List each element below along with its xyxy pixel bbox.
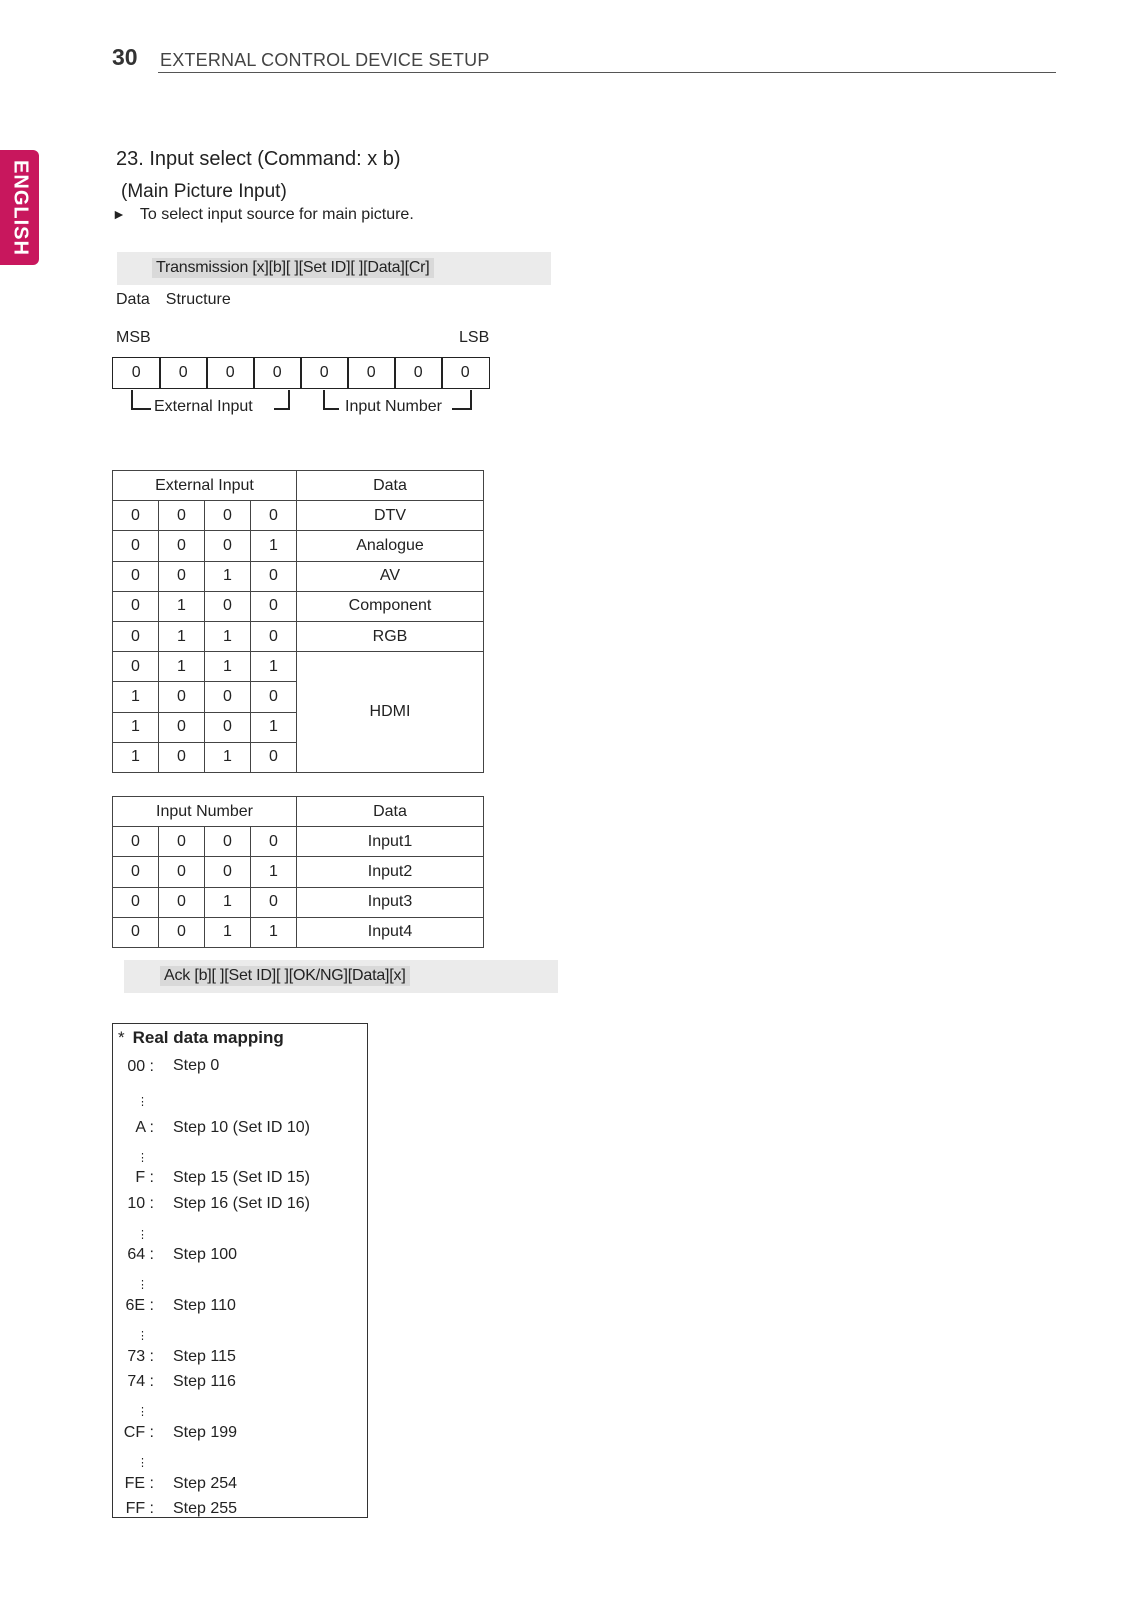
table-cell: 1 — [113, 742, 159, 772]
table-cell: 0 — [113, 887, 159, 917]
bit-cell: 0 — [159, 357, 208, 389]
table-header-cell: Data — [297, 797, 484, 827]
table-cell: 0 — [159, 531, 205, 561]
table-cell: 0 — [205, 531, 251, 561]
table-cell: 1 — [251, 712, 297, 742]
bit-field-row — [112, 357, 490, 389]
bit-cell: 0 — [347, 357, 396, 389]
structure-word: Structure — [165, 291, 231, 308]
table-header-row — [113, 471, 484, 501]
external-input-table — [112, 470, 484, 773]
table-cell: 0 — [113, 591, 159, 621]
table-cell: 0 — [205, 501, 251, 531]
input-number-table — [112, 796, 484, 948]
bit-cell: 0 — [253, 357, 302, 389]
table-header-cell: External Input — [113, 471, 297, 501]
table-row — [113, 501, 484, 531]
table-cell: 0 — [113, 917, 159, 947]
table-row — [113, 827, 484, 857]
table-cell: 0 — [113, 561, 159, 591]
mapping-title — [118, 1028, 284, 1048]
mapping-value: Step 115 — [173, 1348, 236, 1365]
bullet-triangle-icon: ► — [112, 206, 126, 222]
header-divider — [158, 72, 1056, 73]
table-cell: 1 — [205, 561, 251, 591]
table-cell: 1 — [251, 531, 297, 561]
mapping-key: F : — [135, 1169, 154, 1186]
mapping-key: FE : — [124, 1475, 154, 1492]
table-cell: Input4 — [297, 917, 484, 947]
table-cell: 1 — [205, 887, 251, 917]
table-cell: 0 — [205, 827, 251, 857]
table-cell: 1 — [251, 917, 297, 947]
data-word: Data — [116, 291, 150, 308]
table-cell: 1 — [113, 682, 159, 712]
table-header-cell: Data — [297, 471, 484, 501]
vertical-ellipsis-icon: ⋮ — [137, 1096, 148, 1108]
table-header-cell: Input Number — [113, 797, 297, 827]
mapping-value: Step 0 — [173, 1057, 220, 1074]
table-cell: DTV — [297, 501, 484, 531]
mapping-value: Step 15 (Set ID 15) — [173, 1169, 310, 1186]
table-cell: 1 — [251, 857, 297, 887]
table-cell: 1 — [159, 621, 205, 651]
table-cell: 0 — [113, 621, 159, 651]
table-cell: 1 — [251, 652, 297, 682]
mapping-key: FF : — [125, 1500, 154, 1517]
mapping-value: Step 16 (Set ID 16) — [173, 1195, 310, 1212]
external-input-bracket-left — [131, 390, 151, 410]
table-cell: 0 — [159, 887, 205, 917]
asterisk-icon: * — [118, 1028, 125, 1047]
input-number-group-label: Input Number — [345, 398, 442, 415]
language-side-tab — [0, 150, 39, 265]
table-cell: 0 — [159, 561, 205, 591]
ack-format: Ack [b][ ][Set ID][ ][OK/NG][Data][x] — [160, 966, 410, 986]
language-tab-label: ENGLISH — [9, 159, 31, 256]
table-cell: 1 — [205, 742, 251, 772]
data-structure-label — [116, 291, 247, 309]
vertical-ellipsis-icon: ⋮ — [137, 1330, 148, 1342]
mapping-key: 73 : — [127, 1348, 154, 1365]
mapping-value: Step 10 (Set ID 10) — [173, 1119, 310, 1136]
vertical-ellipsis-icon: ⋮ — [137, 1152, 148, 1164]
table-cell: 0 — [251, 591, 297, 621]
table-cell: 0 — [251, 827, 297, 857]
table-cell: 0 — [205, 591, 251, 621]
table-cell: 0 — [251, 682, 297, 712]
table-row — [113, 591, 484, 621]
table-header-row — [113, 797, 484, 827]
table-cell: AV — [297, 561, 484, 591]
table-cell: 1 — [205, 652, 251, 682]
table-cell: 1 — [205, 621, 251, 651]
description-bullet — [112, 206, 414, 224]
table-cell: 0 — [251, 621, 297, 651]
table-cell: 0 — [159, 682, 205, 712]
table-row — [113, 917, 484, 947]
table-cell: 0 — [205, 682, 251, 712]
table-cell: 0 — [113, 827, 159, 857]
table-cell-merged: HDMI — [297, 652, 484, 773]
table-row — [113, 887, 484, 917]
mapping-key: 6E : — [125, 1297, 154, 1314]
table-cell: 1 — [159, 652, 205, 682]
table-row — [113, 561, 484, 591]
msb-label: MSB — [116, 329, 151, 346]
table-cell: RGB — [297, 621, 484, 651]
table-cell: Input1 — [297, 827, 484, 857]
mapping-value: Step 255 — [173, 1500, 238, 1517]
table-row — [113, 531, 484, 561]
table-cell: 0 — [113, 531, 159, 561]
vertical-ellipsis-icon: ⋮ — [137, 1229, 148, 1241]
table-cell: 0 — [113, 652, 159, 682]
mapping-key: 64 : — [127, 1246, 154, 1263]
table-row — [113, 857, 484, 887]
table-cell: 0 — [113, 857, 159, 887]
mapping-key: 74 : — [127, 1373, 154, 1390]
page-number: 30 — [112, 44, 138, 70]
table-cell: 0 — [205, 857, 251, 887]
table-cell: Component — [297, 591, 484, 621]
section-title: 23. Input select (Command: x b) — [116, 148, 401, 170]
table-cell: Input2 — [297, 857, 484, 887]
bit-cell: 0 — [300, 357, 349, 389]
table-cell: 0 — [251, 501, 297, 531]
table-cell: 0 — [159, 827, 205, 857]
mapping-value: Step 199 — [173, 1424, 238, 1441]
table-cell: 0 — [159, 857, 205, 887]
mapping-value: Step 254 — [173, 1475, 238, 1492]
input-number-bracket-right — [452, 390, 472, 410]
table-cell: 1 — [159, 591, 205, 621]
mapping-title-text: Real data mapping — [132, 1028, 284, 1047]
table-cell: 0 — [159, 742, 205, 772]
table-cell: 0 — [205, 712, 251, 742]
mapping-value: Step 110 — [173, 1297, 236, 1314]
table-cell: 1 — [205, 917, 251, 947]
table-cell: 0 — [159, 501, 205, 531]
description-text: To select input source for main picture. — [139, 206, 414, 223]
mapping-key: 00 : — [127, 1058, 154, 1075]
table-row — [113, 621, 484, 651]
bit-cell: 0 — [112, 357, 161, 389]
page-header-title: EXTERNAL CONTROL DEVICE SETUP — [160, 50, 490, 70]
table-cell: 0 — [159, 712, 205, 742]
bit-cell: 0 — [206, 357, 255, 389]
vertical-ellipsis-icon: ⋮ — [137, 1406, 148, 1418]
mapping-key: CF : — [123, 1424, 154, 1441]
external-input-group-label: External Input — [154, 398, 253, 415]
table-cell: Analogue — [297, 531, 484, 561]
mapping-value: Step 116 — [173, 1373, 236, 1390]
real-data-mapping-box — [112, 1023, 368, 1518]
section-subtitle: (Main Picture Input) — [121, 181, 287, 202]
table-cell: 0 — [251, 887, 297, 917]
vertical-ellipsis-icon: ⋮ — [137, 1457, 148, 1469]
vertical-ellipsis-icon: ⋮ — [137, 1279, 148, 1291]
table-cell: 0 — [113, 501, 159, 531]
table-cell: 0 — [159, 917, 205, 947]
input-number-bracket-left — [323, 390, 339, 410]
table-row — [113, 652, 484, 682]
table-cell: 1 — [113, 712, 159, 742]
bit-cell: 0 — [441, 357, 490, 389]
mapping-key: A : — [135, 1119, 154, 1136]
transmission-format: Transmission [x][b][ ][Set ID][ ][Data][Cr] — [152, 258, 434, 278]
bit-cell: 0 — [394, 357, 443, 389]
table-cell: Input3 — [297, 887, 484, 917]
table-cell: 0 — [251, 742, 297, 772]
lsb-label: LSB — [459, 329, 490, 346]
table-cell: 0 — [251, 561, 297, 591]
mapping-value: Step 100 — [173, 1246, 238, 1263]
mapping-key: 10 : — [127, 1195, 154, 1212]
external-input-bracket-right — [274, 390, 290, 410]
